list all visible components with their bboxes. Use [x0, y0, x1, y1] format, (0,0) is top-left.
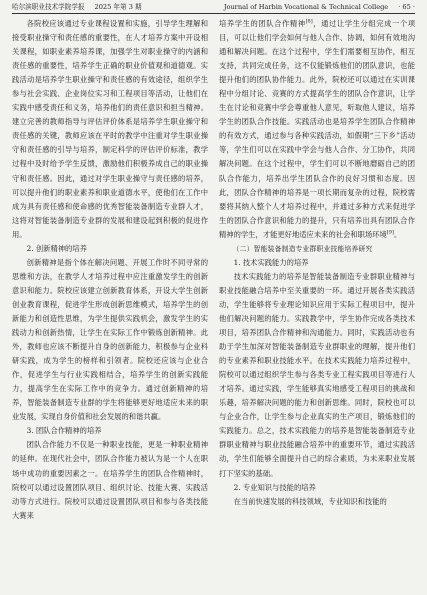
- paragraph: 技术实践能力的培养是智能装备制造专业群职业精神与职业技能融合培养中至关重要的一环。通过开展各类实践活动，学生能够将专业理论知识应用于实际工程项目中，提升他们解决问题的能力。实践教学中，学生协作完成各类技术项目，培养团队合作精神和沟通能力。同时，实践活动也有助于学生加深对智能装备制造专业群职业的理解，提升他们的专业素养和职业技能水平。在技术实践能力培养过程中，院校可以通过组织学生参与各类专业工程实践项目等进行人才培养。通过实践，学生能够真实地感受工程项目的挑战和乐趣，培养解决问题的能力和创新思维。同时，院校也可以与企业合作，让学生参与企业真实的生产项目，锻炼他们的实践能力。总之，技术实践能力的培养是智能装备制造专业群职业精神与职业技能融合培养中的重要环节，通过实践活动，学生们能够全面提升自己的综合素质，为未来职业发展打下坚实的基础。: [219, 271, 415, 478]
- issue-number: 2025 年第 3 期: [94, 3, 142, 11]
- paragraph: 各院校应该通过专业课程设置和实施，引导学生理解和接受职业操守和责任感的重要性，在人才培养方案中开设相关课程，如职业素养培养课，加强学生对职业操守的内涵和责任感的重要性，培养学生正确的职业价值观和道德观。实践活动是培养学生职业操守和责任感的有效途径，组织学生参与社会实践、企业岗位实习和工程项目等活动，让他们在实践中感受责任和义务，培养他们的责任意识和担当精神。建立完善的教师指导与评估评价体系是培养学生职业操守和责任感的关键，教师应该在平时的教学中注重对学生职业操守和责任感的引导与培养，制定科学的评估评价标准，教学过程中及时给予学生反馈，激励他们积极养成自己的职业操守和责任感。因此，通过对学生职业操守与责任感的培养，可以提升他们的职业素养和职业道德水平，使他们在工作中成为具有责任感和使命感的优秀智能装备制造专业群人才，这将对智能装备制造专业群的发展和建设起到积极的促进作用。: [12, 19, 208, 239]
- citation-ref[interactable]: [8]: [305, 18, 313, 25]
- text-run: 培养学生的团队合作精神: [219, 19, 306, 28]
- left-column: [12, 17, 208, 595]
- subsection-heading: 2. 创新精神的培养: [26, 243, 87, 253]
- paragraph: 团队合作能力不仅是一种职业技能，更是一种职业精神的延伸。在现代社会中，团队合作能力被认为是一个人在职场中成功的重要因素之一。在培养学生的团队合作精神时，院校可以通过设置团队项目、组织讨论、技能大赛、实践活动等方式进行。院校可以通过设置团队项目和参与各类技能大赛来: [12, 440, 208, 520]
- section-heading: （二）智能装备制造专业群职业技能培养研究: [232, 244, 373, 253]
- page-number: · 65 ·: [398, 3, 415, 11]
- paragraph-continued: [219, 17, 415, 242]
- running-header: [12, 3, 415, 14]
- body-columns: [12, 17, 415, 595]
- subsection-heading: 1. 技术实践能力的培养: [233, 257, 309, 267]
- text-run: 。: [393, 229, 402, 239]
- journal-name-en: Journal of Harbin Vocational & Technical College: [223, 3, 389, 11]
- subsection-heading: 3. 团队合作精神的培养: [26, 426, 102, 436]
- paragraph: 在当前快速发展的科技领域，专业知识和技能的: [233, 496, 387, 506]
- subsection-heading: 2. 专业知识与技能的培养: [233, 482, 316, 492]
- text-run: ，通过让学生分组完成一个项目，可以让他们学会如何与他人合作、协调，如何有效地沟通和解决问题。在这个过程中，学生们需要相互协作，相互支持，共同完成任务，这不仅能锻炼他们的团队意识，也能提升他们的团队协作能力。此外，院校还可以通过在实训课程中分组讨论、竞赛的方式提高学生的团队合作意识，让学生在讨论和竞赛中学会尊重他人意见，听取他人建议，培养学生的团队合作技能。实践活动也是培养学生团队合作精神的有效方式，通过参与各种实践活动，如假期“三下乡”活动等，学生们可以在实践中学会与他人合作、分工协作，共同解决问题。在这个过程中，学生们可以不断地磨砺自己的团队合作能力，培养出学生团队合作的良好习惯和态度。因此，团队合作精神的培养是一项长期而复杂的过程，院校需要将其纳入整个人才培养过程中，并通过多种方式来促进学生的团队合作意识和能力的提升，只有培养出具有团队合作精神的学生，才能更好地适应未来的社会和职场环境: [219, 19, 415, 239]
- citation-ref[interactable]: [9]: [386, 229, 394, 236]
- header-right: [224, 3, 415, 12]
- right-column: [219, 17, 415, 595]
- paragraph: 创新精神是指个体在解决问题、开展工作时不同寻常的思维和方法，在教学人才培养过程中应注重激发学生的创新意识和能力。院校应该建立创新教育体系，开设大学生创新创业教育课程，促进学生形成创新思维模式，培养学生的创新能力和创造性思维，为学生提供实践机会，激发学生的实践动力和创新热情，让学生在实际工作中锻炼创新精神。此外，教师也应该不断提升自身的创新能力，积极参与企业科研实践，成为学生的榜样和引领者。院校还应该与企业合作，促进学生与行业实践相结合，培养学生的创新实践能力，提高学生在实际工作中的竞争力。通过创新精神的培养，智能装备制造专业群的学生将能够更好地适应未来的职业发展，实现自身价值和社会发展的和谐共赢。: [12, 257, 208, 422]
- journal-name-cn: 哈尔滨职业技术学院学报: [12, 3, 85, 11]
- header-left: [12, 3, 142, 12]
